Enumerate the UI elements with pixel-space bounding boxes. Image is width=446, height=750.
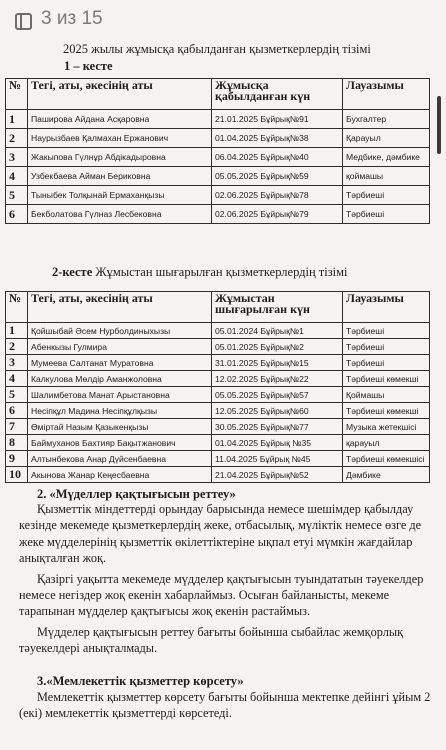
date-cell: 01.04.2025 Бұйрық№38 — [212, 129, 343, 148]
paragraph: Мемлекеттік қызметтер көрсету бағыты бойынша мектепке дейінгі ұйым 2 (екі) мемлекеттік қызметтерді көрсетеді. — [19, 690, 431, 721]
position-cell: Бухгалтер — [343, 110, 430, 129]
column-header: Жұмыстан шығарылған күн — [212, 292, 343, 323]
row-number: 9 — [6, 451, 28, 467]
viewer-toolbar — [0, 0, 446, 42]
date-cell: 30.05.2025 Бұйрық№77 — [212, 419, 343, 435]
page-thumbnails-icon[interactable] — [15, 13, 32, 30]
position-cell: Тәрбиеші — [343, 355, 430, 371]
paragraph: Қызметтік міндеттерді орындау барысында немесе шешімдер қабылдау кезінде мекемеде қызметкерлердің жеке, отбасылық, мүліктік немесе өзге де жеке мүдделерінің қызметтік өкілеттіктеріне ықпал етуі мүмкін жағдайлар анықталған жоқ. — [19, 502, 422, 566]
table-row — [6, 467, 430, 483]
table2-caption-label: 2-кесте — [52, 265, 93, 279]
position-cell: Тәрбиеші көмекші — [343, 371, 430, 387]
employee-name-cell: Акынова Жанар Кеңесбаевна — [28, 467, 212, 483]
date-cell: 06.04.2025 Бұйрық№40 — [212, 148, 343, 167]
row-number: 2 — [6, 129, 28, 148]
employee-name-cell: Мумеева Салтанат Муратовна — [28, 355, 212, 371]
row-number: 5 — [6, 186, 28, 205]
row-number: 7 — [6, 419, 28, 435]
column-header: Тегі, аты, әкесінің аты — [28, 292, 212, 323]
table-row — [6, 205, 430, 224]
position-cell: Тәрбиеші — [343, 339, 430, 355]
employee-name-cell: Бекболатова Гүлназ Лесбековна — [28, 205, 212, 224]
position-cell: Тәрбиеші көмекшісі — [343, 451, 430, 467]
date-cell: 02.06.2025 Бұйрық№79 — [212, 205, 343, 224]
table-row — [6, 387, 430, 403]
paragraph: Мүдделер қақтығысын реттеу бағыты бойынша сыбайлас жемқорлық тәуекелдері анықталмады. — [19, 624, 404, 656]
column-header: Лауазымы — [343, 79, 430, 110]
date-cell: 05.01.2024 Бұйрық№1 — [212, 323, 343, 339]
column-header: Тегі, аты, әкесінің аты — [28, 79, 212, 110]
row-number: 2 — [6, 339, 28, 355]
column-header: Лауазымы — [343, 292, 430, 323]
position-cell: қарауыл — [343, 435, 430, 451]
position-cell: Музыка жетекшісі — [343, 419, 430, 435]
position-cell: Қоймашы — [343, 387, 430, 403]
doc-title: 2025 жылы жұмысқа қабылданған қызметкерлердің тізімі — [63, 42, 371, 56]
table-row — [6, 148, 430, 167]
date-cell: 01.04.2025 Бұйрық №35 — [212, 435, 343, 451]
position-cell: Тәрбиеші көмекші — [343, 403, 430, 419]
row-number: 3 — [6, 355, 28, 371]
row-number: 4 — [6, 371, 28, 387]
table2-caption-title: Жұмыстан шығарылған қызметкерлердің тізімі — [92, 265, 348, 279]
section2-heading: 2. «Мүделлер қақтығысын реттеу» — [37, 487, 236, 501]
employee-name-cell: Баймуханов Бахтияр Бақытжанович — [28, 435, 212, 451]
date-cell: 12.02.2025 Бұйрық№22 — [212, 371, 343, 387]
position-cell: Тәрбиеші — [343, 186, 430, 205]
date-cell: 21.01.2025 Бұйрық№91 — [212, 110, 343, 129]
table1-caption: 1 – кесте — [64, 59, 113, 73]
table2-caption — [52, 265, 348, 280]
employee-name-cell: Узбекбаева Айман Бериковна — [28, 167, 212, 186]
row-number: 5 — [6, 387, 28, 403]
employee-name-cell: Абенкызы Гулмира — [28, 339, 212, 355]
date-cell: 05.01.2025 Бұйрық№2 — [212, 339, 343, 355]
position-cell: Медбике, дәмбике — [343, 148, 430, 167]
paragraph: Қазіргі уақытта мекемеде мүдделер қақтығысын туындататын тәуекелдер немесе негіздер жоқ екенін хабарлаймыз. Осыған байланысты, мекеме тарапынан мүдделер қақтығысы жоқ екенін растаймыз. — [19, 571, 424, 619]
scrollbar-thumb[interactable] — [437, 96, 441, 154]
employee-name-cell: Шалимбетова Манат Арыстановна — [28, 387, 212, 403]
table-row — [6, 371, 430, 387]
row-number: 10 — [6, 467, 28, 483]
table-row — [6, 451, 430, 467]
table-body — [6, 110, 430, 224]
date-cell: 05.05.2025 Бұйрық№59 — [212, 167, 343, 186]
date-cell: 12.05.2025 Бұйрық№60 — [212, 403, 343, 419]
row-number: 6 — [6, 403, 28, 419]
position-cell: Қарауыл — [343, 129, 430, 148]
column-header: Жұмысқа қабылданған күн — [212, 79, 343, 110]
position-cell: Тәрбиеші — [343, 323, 430, 339]
table-row — [6, 323, 430, 339]
page-counter: 3 из 15 — [41, 8, 103, 29]
table-row — [6, 110, 430, 129]
employee-name-cell: Өміртай Назым Қазыкенқызы — [28, 419, 212, 435]
row-number: 8 — [6, 435, 28, 451]
table-row — [6, 167, 430, 186]
position-cell: Тәрбиеші — [343, 205, 430, 224]
table-header-row — [6, 292, 430, 323]
position-cell: Дәмбике — [343, 467, 430, 483]
table-row — [6, 355, 430, 371]
column-header: № — [6, 292, 28, 323]
table-row — [6, 339, 430, 355]
table-header-row — [6, 79, 430, 110]
table-body — [6, 323, 430, 483]
employee-name-cell: Тыныбек Толқынай Ермаханқызы — [28, 186, 212, 205]
date-cell: 02.06.2025 Бұйрық№78 — [212, 186, 343, 205]
date-cell: 11.04.2025 Бұйрық №45 — [212, 451, 343, 467]
row-number: 1 — [6, 323, 28, 339]
row-number: 4 — [6, 167, 28, 186]
section3-body — [19, 689, 441, 722]
employee-name-cell: Несіпқұл Мадина Несіпқұлқызы — [28, 403, 212, 419]
hired-employees-table — [5, 78, 430, 224]
table-row — [6, 403, 430, 419]
table-row — [6, 186, 430, 205]
employee-name-cell: Алтынбекова Анар Дүйсенбаевна — [28, 451, 212, 467]
table-row — [6, 419, 430, 435]
row-number: 3 — [6, 148, 28, 167]
employee-name-cell: Наурызбаев Қалмахан Ержанович — [28, 129, 212, 148]
row-number: 6 — [6, 205, 28, 224]
row-number: 1 — [6, 110, 28, 129]
employee-name-cell: Паширова Айдана Асқаровна — [28, 110, 212, 129]
date-cell: 05.05.2025 Бұйрық№57 — [212, 387, 343, 403]
table-row — [6, 129, 430, 148]
section3-heading: 3.«Мемлекеттік қызметтер көрсету» — [37, 674, 244, 688]
column-header: № — [6, 79, 28, 110]
position-cell: қоймашы — [343, 167, 430, 186]
section2-body — [19, 501, 441, 657]
employee-name-cell: Қойшыбай Әсем Нурболдиныхызы — [28, 323, 212, 339]
date-cell: 31.01.2025 Бұйрық№15 — [212, 355, 343, 371]
employee-name-cell: Калкулова Мөлдір Аманжоловна — [28, 371, 212, 387]
employee-name-cell: Жакыпова Гүлнұр Абдікадыровна — [28, 148, 212, 167]
table-row — [6, 435, 430, 451]
date-cell: 21.04.2025 Бұйрық№52 — [212, 467, 343, 483]
dismissed-employees-table — [5, 291, 430, 483]
